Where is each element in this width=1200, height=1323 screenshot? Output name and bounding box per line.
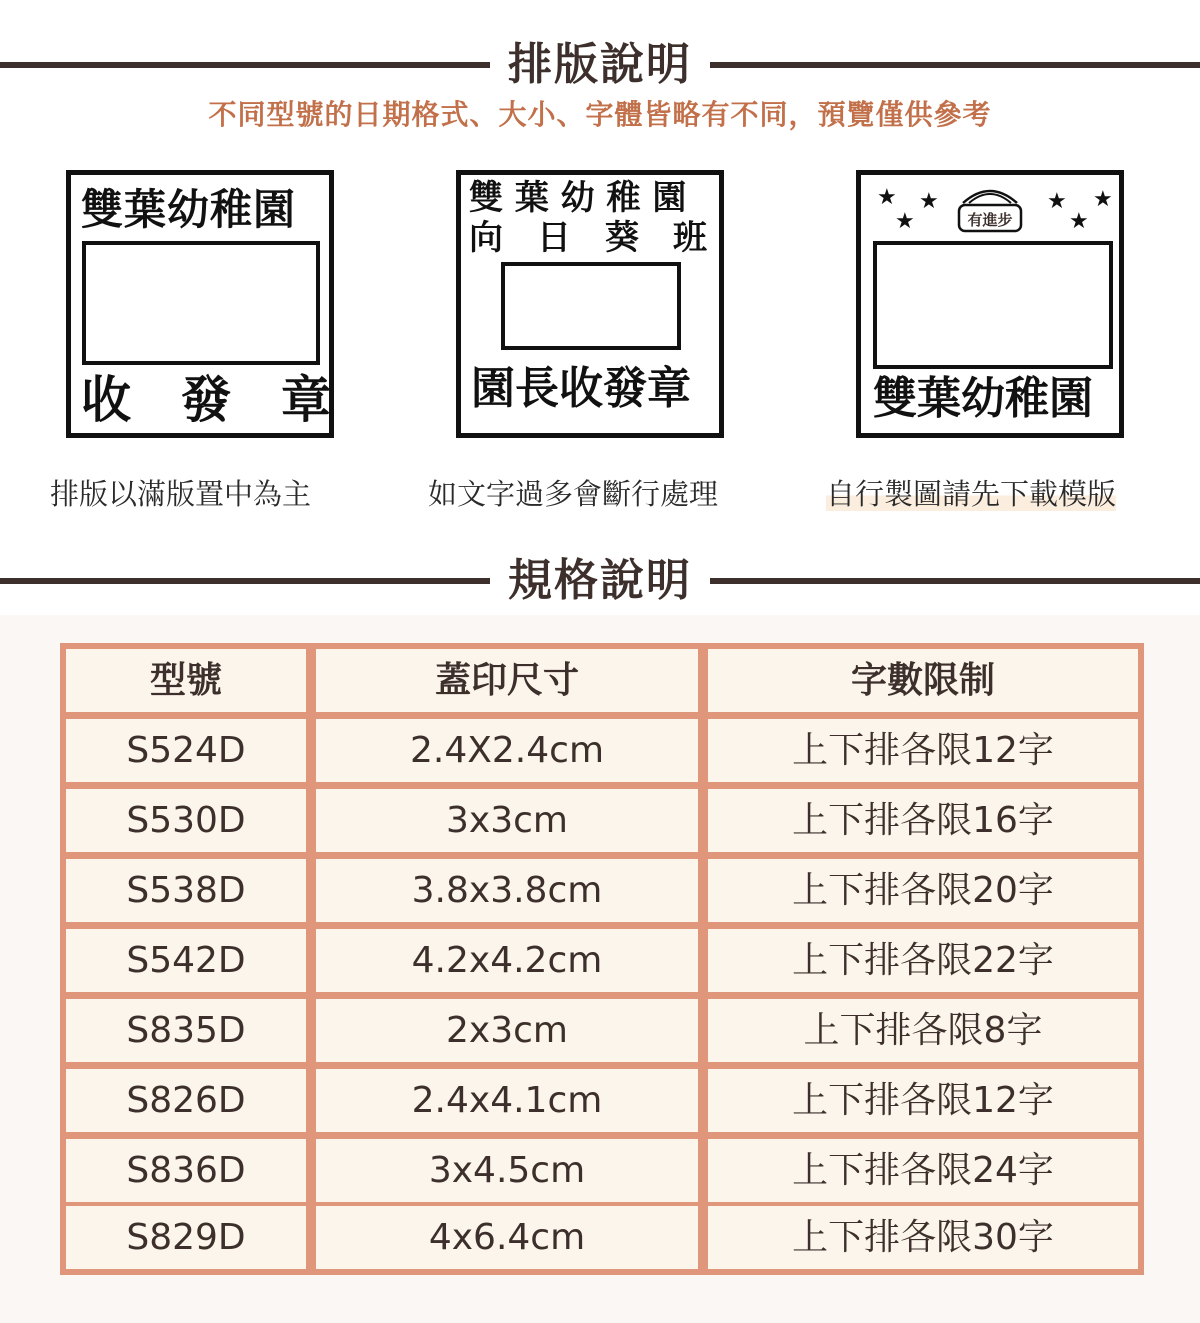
table-row [66,1206,1138,1269]
cell-size: 3x4.5cm [316,1139,698,1202]
star-icon: ★ [1047,189,1067,214]
layout-subtitle: 不同型號的日期格式、大小、字體皆略有不同，預覽僅供參考 [208,98,992,131]
spec-section-title: 規格說明 [490,555,710,606]
stamp-example-1 [66,170,334,438]
cell-size: 2x3cm [316,999,698,1062]
cell-size: 3.8x3.8cm [316,859,698,922]
column-header-limit: 字數限制 [708,649,1138,712]
stamp2-bottom-text: 園長收發章 [471,363,691,414]
stamp3-date-box [873,241,1113,369]
cell-model: S826D [66,1069,306,1132]
table-row [66,929,1138,992]
cell-model: S835D [66,999,306,1062]
layout-section-header [0,35,1200,95]
table-row [66,859,1138,922]
cell-limit: 上下排各限20字 [708,859,1138,922]
star-icon: ★ [877,185,897,210]
stamp1-bottom-text: 收 發 章 [81,371,331,429]
cell-limit: 上下排各限22字 [708,929,1138,992]
cell-model: S530D [66,789,306,852]
table-row [66,1139,1138,1202]
table-row [66,1069,1138,1132]
cell-limit: 上下排各限16字 [708,789,1138,852]
layout-section-title: 排版說明 [490,39,710,90]
cell-size: 4.2x4.2cm [316,929,698,992]
caption-1: 排版以滿版置中為主 [50,477,312,511]
stamp-example-3 [856,170,1124,438]
cell-model: S524D [66,719,306,782]
spec-table [60,643,1144,1275]
cell-model: S538D [66,859,306,922]
cell-limit: 上下排各限12字 [708,1069,1138,1132]
cell-limit: 上下排各限24字 [708,1139,1138,1202]
caption-2: 如文字過多會斷行處理 [428,477,719,511]
spec-section-header [0,551,1200,611]
stamp1-date-box [82,241,320,365]
stamp3-bottom-text: 雙葉幼稚園 [873,373,1093,424]
star-icon: ★ [1069,209,1089,234]
cell-limit: 上下排各限30字 [708,1206,1138,1269]
caption-3 [826,472,1116,513]
stamp-example-2 [456,170,724,438]
cell-limit: 上下排各限8字 [708,999,1138,1062]
cell-size: 3x3cm [316,789,698,852]
stamp2-top-line1: 雙 葉 幼 稚 園 [469,178,687,218]
star-icon: ★ [1093,187,1113,212]
table-row [66,999,1138,1062]
cell-size: 2.4x4.1cm [316,1069,698,1132]
star-icon: ★ [919,189,939,214]
cell-model: S829D [66,1206,306,1269]
cell-model: S542D [66,929,306,992]
table-row [66,789,1138,852]
table-header-row [66,649,1138,712]
star-icon: ★ [895,209,915,234]
table-row [66,719,1138,782]
cell-size: 4x6.4cm [316,1206,698,1269]
column-header-size: 蓋印尺寸 [316,649,698,712]
cell-model: S836D [66,1139,306,1202]
caption-3-text: 自行製圖請先下載模版 [826,477,1117,511]
column-header-model: 型號 [66,649,306,712]
cell-size: 2.4X2.4cm [316,719,698,782]
cell-limit: 上下排各限12字 [708,719,1138,782]
stamp2-date-box [501,262,681,350]
rainbow-badge-icon [955,181,1025,233]
stamp1-top-text: 雙葉幼稚園 [81,185,297,234]
badge-text: 有進步 [967,211,1013,229]
stamp2-top-line2: 向 日 葵 班 [469,218,707,258]
